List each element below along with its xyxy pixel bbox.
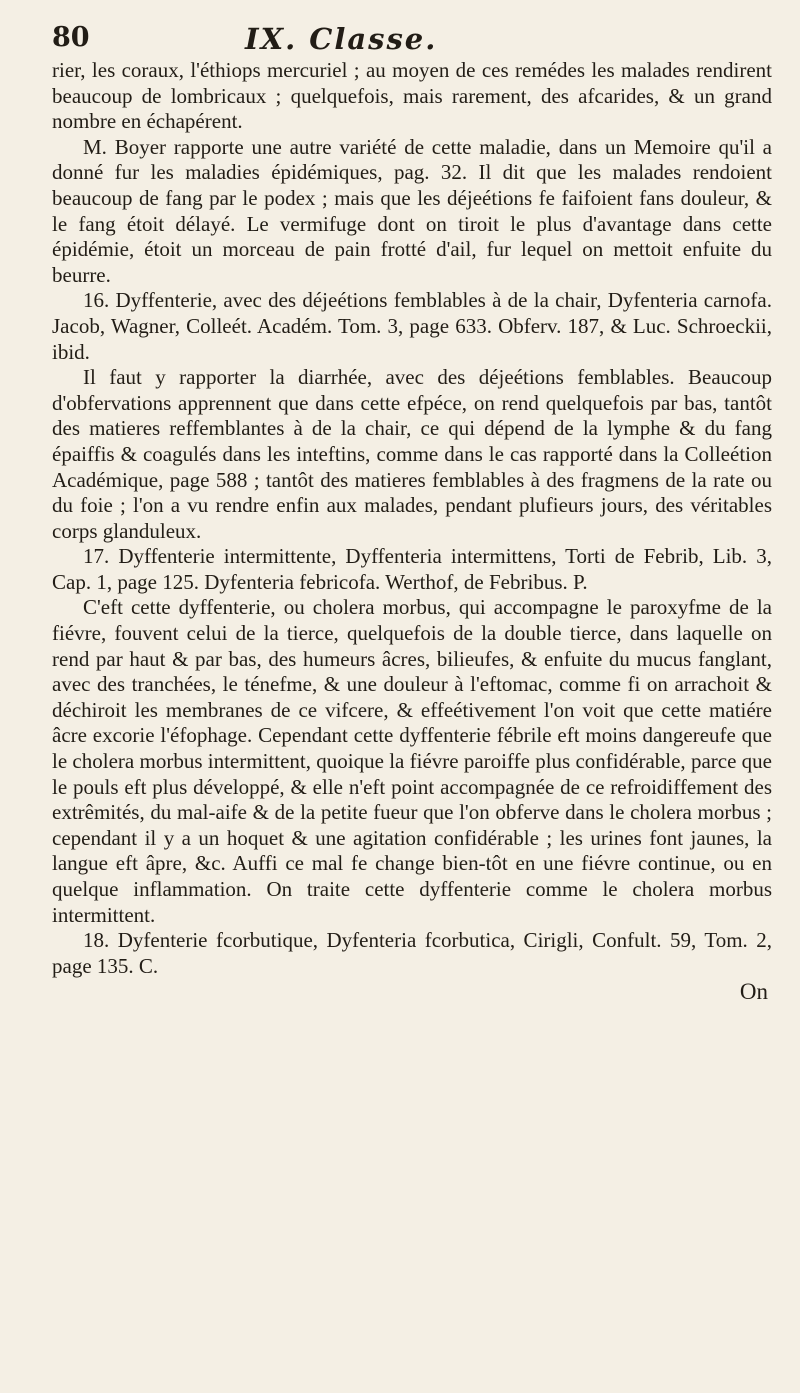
page-number: 80 — [52, 22, 90, 53]
paragraph-continued: rier, les coraux, l'éthiops mercuriel ; au moyen de ces remédes les malades rendirent beaucoup de lombricaux ; quelquefois, mais rarement, des afcarides, & un grand nombre en échapérent. — [52, 58, 772, 134]
paragraph-16-discussion: Il faut y rapporter la diarrhée, avec des déjeétions femblables. Beaucoup d'obfervations apprennent que dans cette efpéce, on rend quelquefois par bas, tantôt des matieres reffemblantes à de la chair, ce qui dépend de la lymphe & du fang épaiffis & coagulés dans les inteftins, comme dans le cas rapporté dans la Colleétion Académique, page 588 ; tantôt des matieres femblables à des fragmens de la rate ou du foie ; l'on a vu rendre enfin aux malades, pendant plufieurs jours, des véritables corps glanduleux. — [52, 365, 772, 543]
paragraph-18: 18. Dyfenterie fcorbutique, Dyfenteria fcorbutica, Cirigli, Confult. 59, Tom. 2, page 135. C. — [52, 928, 772, 978]
page-body — [52, 58, 772, 1005]
paragraph-17-discussion: C'eft cette dyffenterie, ou cholera morbus, qui accompagne le paroxyfme de la fiévre, fouvent celui de la tierce, quelquefois de la double tierce, dans laquelle on rend par haut & par bas, des humeurs âcres, bilieufes, & enfuite du mucus fanglant, avec des tranchées, le ténefme, & une douleur à l'eftomac, comme fi on arrachoit & déchiroit les membranes de ce vifcere, & effeétivement l'on voit que cette matiére âcre excorie l'éfophage. Cependant cette dyffenterie fébrile eft moins dangereufe que le cholera morbus intermittent, quoique la fiévre paroiffe plus confidérable, parce que le pouls eft plus développé, & elle n'eft point accompagnée de ce refroidiffement des extrêmités, du mal-aife & de la petite fueur que l'on obferve dans le cholera morbus ; cependant il y a un hoquet & une agitation confidérable ; les urines font jaunes, la langue eft âpre, &c. Auffi ce mal fe change bien-tôt en une fiévre continue, ou en quelque inflammation. On traite cette dyffenterie comme le cholera morbus intermittent. — [52, 595, 772, 927]
running-head: IX. Classe. — [245, 22, 438, 56]
catchword: On — [739, 979, 768, 1005]
paragraph-17: 17. Dyffenterie intermittente, Dyffenteria intermittens, Torti de Febrib, Lib. 3, Cap. 1, page 125. Dyfenteria febricofa. Werthof, de Febribus. P. — [52, 544, 772, 594]
paragraph-boyer: M. Boyer rapporte une autre variété de cette maladie, dans un Memoire qu'il a donné fur les maladies épidémiques, pag. 32. Il dit que les malades rendoient beaucoup de fang par le podex ; mais que les déjeétions fe faifoient fans douleur, & le fang étoit délayé. Le vermifuge dont on tiroit le plus d'avantage dans cette épidémie, étoit un morceau de pain frotté d'ail, fur lequel on mettoit enfuite du beurre. — [52, 134, 772, 287]
page-header — [52, 22, 760, 62]
paragraph-16: 16. Dyffenterie, avec des déjeétions femblables à de la chair, Dyfenteria carnofa. Jacob, Wagner, Colleét. Académ. Tom. 3, page 633. Obferv. 187, & Luc. Schroeckii, ibid. — [52, 288, 772, 364]
